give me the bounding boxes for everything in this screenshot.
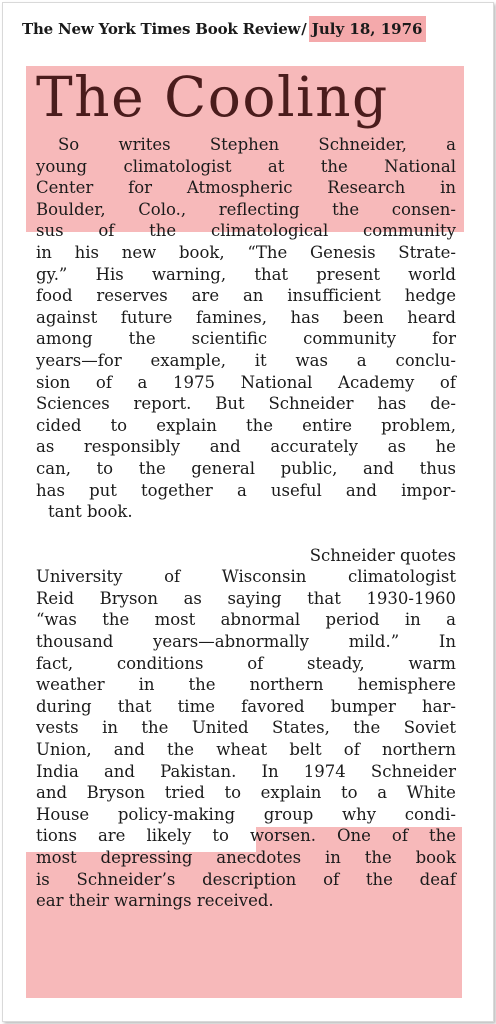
word: has: [377, 394, 407, 414]
word: of: [164, 567, 181, 587]
word: in: [440, 178, 456, 198]
word: food: [36, 286, 73, 306]
word: Schneider: [268, 394, 354, 414]
word: National: [240, 372, 313, 392]
word: 1974: [303, 761, 346, 781]
word: har-: [422, 696, 456, 716]
word: of: [391, 826, 408, 846]
text-line: [36, 134, 456, 156]
word: community: [363, 221, 456, 241]
word: in: [138, 675, 155, 695]
word: a: [446, 610, 456, 630]
word: been: [343, 307, 384, 327]
word: Research: [327, 178, 406, 198]
word: mild.”: [348, 632, 400, 652]
word: together: [141, 480, 213, 500]
paragraph-1: [36, 134, 456, 523]
text-line: tant book.: [48, 502, 133, 522]
word: why: [341, 804, 377, 824]
word: Bryson: [86, 783, 146, 803]
word: responsibly: [83, 437, 181, 457]
text-line: [36, 480, 456, 502]
word: during: [36, 696, 92, 716]
text-line: Schneider quotes: [309, 545, 456, 565]
word: writes: [118, 135, 171, 154]
word: climatologist: [123, 156, 232, 176]
word: and: [103, 761, 135, 781]
word: conclu-: [395, 350, 456, 370]
word: Schneider’s: [76, 869, 176, 889]
word: of: [439, 372, 456, 392]
word: new: [121, 242, 157, 262]
word: Atmospheric: [186, 178, 293, 198]
word: “was: [36, 610, 77, 630]
word: fact,: [36, 653, 74, 673]
word: an: [242, 286, 264, 306]
text-line: [36, 393, 456, 415]
word: of: [343, 740, 360, 760]
word: White: [406, 783, 456, 803]
word: Reid: [36, 588, 75, 608]
word: the: [364, 848, 392, 867]
word: anecdotes: [216, 848, 302, 867]
word: young: [36, 156, 88, 176]
word: One: [337, 826, 371, 846]
word: Schneider: [370, 761, 456, 781]
word: National: [384, 156, 456, 176]
word: it: [254, 350, 267, 370]
word: tions: [36, 826, 77, 846]
word: the: [320, 156, 348, 176]
word: Soviet: [403, 718, 456, 738]
word: book: [415, 848, 456, 867]
word: weather: [36, 675, 105, 695]
word: explain: [156, 415, 217, 435]
word: Schneider,: [318, 135, 407, 154]
text-line: [36, 825, 456, 847]
text-line: [36, 588, 456, 610]
word: Strate-: [398, 242, 456, 262]
word: period: [325, 610, 380, 630]
word: of: [95, 372, 112, 392]
word: a: [446, 135, 456, 154]
word: world: [408, 264, 456, 284]
word: as: [36, 437, 55, 457]
word: sus: [36, 221, 64, 241]
word: most: [36, 848, 77, 867]
text-line: [36, 631, 456, 653]
word: thus: [419, 458, 456, 478]
word: has: [290, 307, 320, 327]
word: northern: [382, 740, 456, 760]
word: Wisconsin: [221, 567, 307, 587]
word: warning,: [151, 264, 227, 284]
word: scientific: [191, 329, 268, 349]
word: his: [74, 242, 100, 262]
word: 1975: [172, 372, 215, 392]
word: States,: [272, 718, 330, 738]
word: and: [36, 783, 68, 803]
text-line: [36, 782, 456, 804]
text-line: [36, 372, 456, 394]
text-line: [36, 220, 456, 242]
word: description: [202, 869, 297, 889]
word: abnormal: [220, 610, 301, 630]
text-line: [36, 328, 456, 350]
word: among: [36, 329, 93, 349]
text-line: [36, 285, 456, 307]
word: the: [128, 329, 156, 349]
word: has: [36, 480, 65, 500]
word: saying: [227, 588, 282, 608]
word: thousand: [36, 632, 114, 652]
text-line: [36, 609, 456, 631]
word: “The: [247, 242, 288, 262]
word: Academy: [338, 372, 415, 392]
text-line: [36, 653, 456, 675]
word: steady,: [307, 653, 365, 673]
word: vests: [36, 718, 79, 738]
word: Genesis: [310, 242, 376, 262]
word: to: [110, 415, 128, 435]
word: worsen.: [249, 826, 316, 846]
text-line: [36, 307, 456, 329]
word: that: [117, 696, 152, 716]
word: the: [332, 199, 360, 219]
text-line: [36, 156, 456, 178]
text-line: [36, 674, 456, 696]
word: are: [191, 286, 220, 306]
word: In: [261, 761, 279, 781]
word: present: [316, 264, 380, 284]
word: and: [362, 458, 395, 478]
text-line: [36, 717, 456, 739]
word: warm: [408, 653, 456, 673]
word: as: [183, 588, 202, 608]
word: Pakistan.: [160, 761, 237, 781]
word: general: [191, 458, 256, 478]
word: heard: [407, 307, 456, 327]
word: to: [96, 458, 114, 478]
word: 1930-1960: [366, 588, 456, 608]
word: the: [365, 869, 393, 889]
word: Sciences: [36, 394, 110, 414]
word: in: [102, 718, 118, 738]
word: condi-: [404, 804, 456, 824]
word: book,: [179, 242, 225, 262]
word: sion: [36, 372, 71, 392]
text-line: [36, 696, 456, 718]
word: likely: [146, 826, 192, 846]
word: future: [120, 307, 173, 327]
word: favored: [241, 696, 305, 716]
word: a: [236, 480, 247, 500]
word: problem,: [381, 415, 456, 435]
word: reflecting: [218, 199, 300, 219]
word: to: [212, 826, 229, 846]
paragraph-2: [36, 545, 456, 912]
word: as: [387, 437, 406, 457]
word: a: [137, 372, 148, 392]
word: report.: [133, 394, 192, 414]
word: deaf: [419, 869, 456, 889]
word: is: [36, 869, 50, 889]
word: the: [149, 221, 177, 241]
article-body: [36, 134, 456, 912]
word: the: [188, 675, 216, 695]
word: the: [141, 718, 169, 738]
word: to: [340, 783, 358, 803]
word: policy-making: [117, 804, 236, 824]
word: the: [138, 458, 166, 478]
word: House: [36, 804, 90, 824]
word: University: [36, 567, 123, 587]
word: United: [191, 718, 249, 738]
word: of: [323, 869, 340, 889]
word: are: [97, 826, 126, 846]
word: for: [432, 329, 456, 349]
word: of: [247, 653, 264, 673]
word: northern: [249, 675, 324, 695]
word: against: [36, 307, 98, 327]
word: India: [36, 761, 79, 781]
word: consen-: [391, 199, 456, 219]
word: impor-: [401, 480, 456, 500]
masthead-separator: /: [301, 20, 307, 38]
word: the: [102, 610, 130, 630]
word: In: [438, 632, 456, 652]
word: explain: [260, 783, 322, 803]
word: can,: [36, 458, 71, 478]
word: public,: [280, 458, 338, 478]
word: a: [377, 783, 388, 803]
word: So: [58, 135, 80, 154]
word: Boulder,: [36, 199, 106, 219]
word: entire: [302, 415, 353, 435]
word: hedge: [404, 286, 456, 306]
masthead: [22, 14, 426, 44]
word: in: [404, 610, 421, 630]
word: bumper: [330, 696, 396, 716]
text-line: [36, 242, 456, 264]
text-line: [36, 199, 456, 221]
word: accurately: [270, 437, 358, 457]
text-line: [36, 804, 456, 826]
word: at: [267, 156, 285, 176]
word: he: [435, 437, 456, 457]
word: Union,: [36, 740, 92, 760]
text-line: [36, 350, 456, 372]
word: to: [224, 783, 242, 803]
text-line: [36, 264, 456, 286]
word: most: [154, 610, 196, 630]
word: conditions: [116, 653, 204, 673]
word: group: [263, 804, 314, 824]
word: His: [95, 264, 124, 284]
word: and: [345, 480, 377, 500]
word: in: [324, 848, 341, 867]
publication-name: The New York Times Book Review: [22, 20, 301, 38]
word: the: [167, 740, 195, 760]
word: cided: [36, 415, 82, 435]
word: years—for: [36, 350, 122, 370]
word: put: [89, 480, 117, 500]
word: useful: [270, 480, 322, 500]
text-line: [36, 761, 456, 783]
word: for: [128, 178, 153, 198]
text-line: [36, 566, 456, 588]
word: the: [428, 826, 456, 846]
word: community: [303, 329, 397, 349]
word: depressing: [100, 848, 193, 867]
word: and: [113, 740, 145, 760]
word: in: [36, 242, 52, 262]
word: that: [307, 588, 341, 608]
word: a: [356, 350, 367, 370]
text-line: [36, 415, 456, 437]
text-line: [36, 177, 456, 199]
word: wheat: [216, 740, 268, 760]
word: hemisphere: [357, 675, 456, 695]
text-line: [36, 869, 456, 891]
word: the: [245, 415, 273, 435]
word: Stephen: [209, 135, 280, 154]
publication-date: July 18, 1976: [309, 16, 427, 42]
text-line: [36, 436, 456, 458]
word: example,: [150, 350, 226, 370]
word: and: [209, 437, 241, 457]
word: Center: [36, 178, 94, 198]
word: reserves: [96, 286, 168, 306]
word: the: [353, 718, 381, 738]
word: of: [98, 221, 115, 241]
word: was: [295, 350, 328, 370]
word: years—abnormally: [153, 632, 309, 652]
text-line: [36, 847, 456, 869]
article-headline: The Cooling: [36, 65, 389, 129]
text-line: [36, 458, 456, 480]
word: Colo.,: [138, 199, 187, 219]
word: time: [177, 696, 215, 716]
word: insufficient: [287, 286, 381, 306]
word: climatological: [210, 221, 329, 241]
word: that: [254, 264, 289, 284]
word: gy.”: [36, 264, 68, 284]
text-line: ear their warnings received.: [36, 891, 274, 911]
word: But: [215, 394, 245, 414]
word: Bryson: [99, 588, 158, 608]
word: belt: [289, 740, 322, 760]
word: tried: [164, 783, 205, 803]
word: climatologist: [348, 567, 456, 587]
word: famines,: [196, 307, 267, 327]
word: de-: [430, 394, 456, 414]
text-line: [36, 739, 456, 761]
